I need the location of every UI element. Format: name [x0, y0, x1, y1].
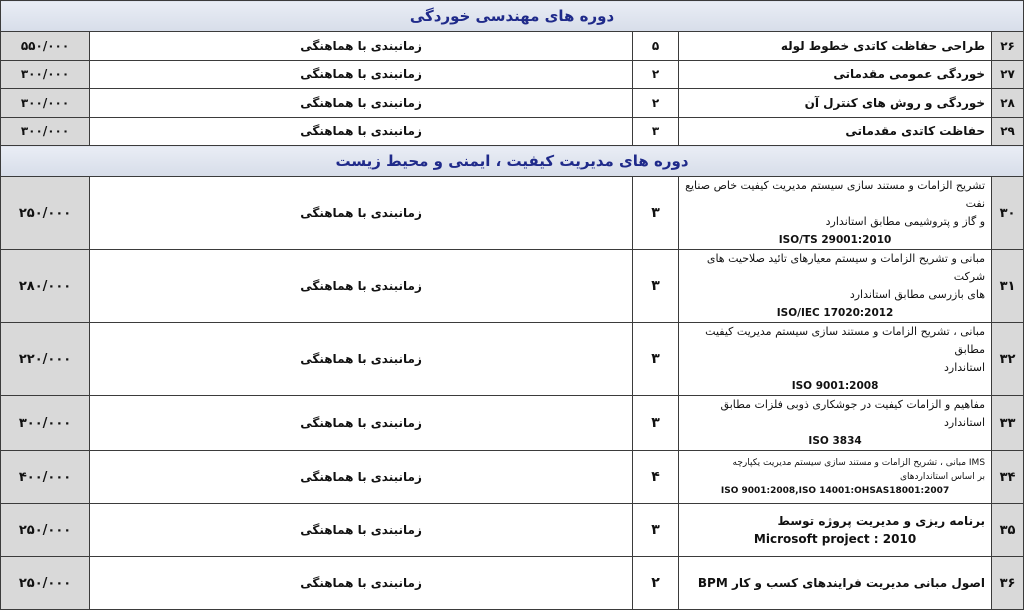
row-index: ۳۴ [992, 451, 1024, 504]
row-index: ۳۵ [992, 504, 1024, 557]
table-row [1, 323, 1024, 396]
course-standard: Microsoft project : 2010 [753, 532, 917, 546]
course-days: ۳ [633, 117, 679, 146]
course-schedule: زمانبندی با هماهنگی [90, 60, 633, 89]
course-price: ۳۰۰/۰۰۰ [1, 117, 90, 146]
course-title-line: مبانی و تشریح الزامات و سیستم معیارهای تائید صلاحیت های شرکت [706, 252, 986, 283]
course-days: ۲ [633, 60, 679, 89]
course-title-line: بر اساس استانداردهای [899, 472, 986, 482]
course-price: ۳۰۰/۰۰۰ [1, 60, 90, 89]
row-index: ۳۱ [992, 250, 1024, 323]
row-index: ۳۲ [992, 323, 1024, 396]
table-row [1, 32, 1024, 61]
course-standard: ISO 3834 [808, 435, 862, 447]
course-days: ۳ [633, 396, 679, 451]
course-title [679, 504, 992, 557]
course-price: ۳۰۰/۰۰۰ [1, 89, 90, 118]
course-title: خوردگی عمومی مقدماتی [679, 60, 992, 89]
course-days: ۳ [633, 323, 679, 396]
course-schedule: زمانبندی با هماهنگی [90, 396, 633, 451]
row-index: ۲۷ [992, 60, 1024, 89]
table-row [1, 89, 1024, 118]
course-schedule: زمانبندی با هماهنگی [90, 557, 633, 610]
course-days: ۲ [633, 89, 679, 118]
course-title [679, 323, 992, 396]
course-days: ۴ [633, 451, 679, 504]
course-schedule: زمانبندی با هماهنگی [90, 89, 633, 118]
course-price: ۳۰۰/۰۰۰ [1, 396, 90, 451]
table-row [1, 504, 1024, 557]
course-days: ۳ [633, 504, 679, 557]
course-title-line: اصول مبانی مدیریت فرایندهای کسب و کار BPM [697, 576, 986, 590]
table-row [1, 396, 1024, 451]
course-schedule: زمانبندی با هماهنگی [90, 451, 633, 504]
course-title-line: و گاز و پتروشیمی مطابق استاندارد [825, 215, 986, 228]
course-schedule: زمانبندی با هماهنگی [90, 177, 633, 250]
course-title-line: IMS مبانی ، تشریح الزامات و مستند سازی سیستم مدیریت یکپارچه [732, 458, 986, 468]
section-title: دوره های مدیریت کیفیت ، ایمنی و محیط زیست [1, 146, 1024, 177]
course-title [679, 396, 992, 451]
course-title: خوردگی و روش های کنترل آن [679, 89, 992, 118]
course-days: ۵ [633, 32, 679, 61]
section-header-quality [1, 146, 1024, 177]
table-row [1, 451, 1024, 504]
course-schedule: زمانبندی با هماهنگی [90, 117, 633, 146]
row-index: ۲۸ [992, 89, 1024, 118]
course-title: حفاظت کاتدی مقدماتی [679, 117, 992, 146]
course-title-line: استاندارد [944, 361, 986, 374]
course-standard: ISO 9001:2008 [791, 380, 879, 392]
course-schedule: زمانبندی با هماهنگی [90, 323, 633, 396]
course-title-line: تشریح الزامات و مستند سازی سیستم مدیریت کیفیت خاص صنایع نفت [685, 179, 986, 210]
course-title: طراحی حفاظت کاتدی خطوط لوله [679, 32, 992, 61]
course-title-line: برنامه ریزی و مدیریت پروژه توسط [777, 514, 986, 528]
course-schedule: زمانبندی با هماهنگی [90, 32, 633, 61]
course-price: ۴۰۰/۰۰۰ [1, 451, 90, 504]
row-index: ۳۳ [992, 396, 1024, 451]
course-price: ۲۵۰/۰۰۰ [1, 177, 90, 250]
row-index: ۳۰ [992, 177, 1024, 250]
course-standard: ISO/IEC 17020:2012 [776, 307, 894, 319]
course-title [679, 451, 992, 504]
course-days: ۳ [633, 177, 679, 250]
course-title [679, 557, 992, 610]
section-header-corrosion [1, 1, 1024, 32]
table-row [1, 177, 1024, 250]
course-price: ۲۲۰/۰۰۰ [1, 323, 90, 396]
table-row [1, 117, 1024, 146]
row-index: ۲۶ [992, 32, 1024, 61]
row-index: ۲۹ [992, 117, 1024, 146]
course-schedule: زمانبندی با هماهنگی [90, 504, 633, 557]
course-days: ۳ [633, 250, 679, 323]
course-title-line: مبانی ، تشریح الزامات و مستند سازی سیستم مدیریت کیفیت مطابق [705, 325, 986, 356]
course-title [679, 177, 992, 250]
course-title [679, 250, 992, 323]
table-row [1, 557, 1024, 610]
row-index: ۳۶ [992, 557, 1024, 610]
course-schedule: زمانبندی با هماهنگی [90, 250, 633, 323]
course-price: ۲۸۰/۰۰۰ [1, 250, 90, 323]
course-title-line: های بازرسی مطابق استاندارد [849, 288, 986, 301]
course-standard: ISO 9001:2008,ISO 14001:OHSAS18001:2007 [720, 486, 950, 496]
table-row [1, 250, 1024, 323]
table-row [1, 60, 1024, 89]
course-price: ۲۵۰/۰۰۰ [1, 557, 90, 610]
course-standard: ISO/TS 29001:2010 [778, 234, 892, 246]
course-price: ۲۵۰/۰۰۰ [1, 504, 90, 557]
course-price: ۵۵۰/۰۰۰ [1, 32, 90, 61]
section-title: دوره های مهندسی خوردگی [1, 1, 1024, 32]
course-days: ۲ [633, 557, 679, 610]
course-title-line: مفاهیم و الزامات کیفیت در جوشکاری ذوبی فلزات مطابق استاندارد [720, 398, 986, 429]
